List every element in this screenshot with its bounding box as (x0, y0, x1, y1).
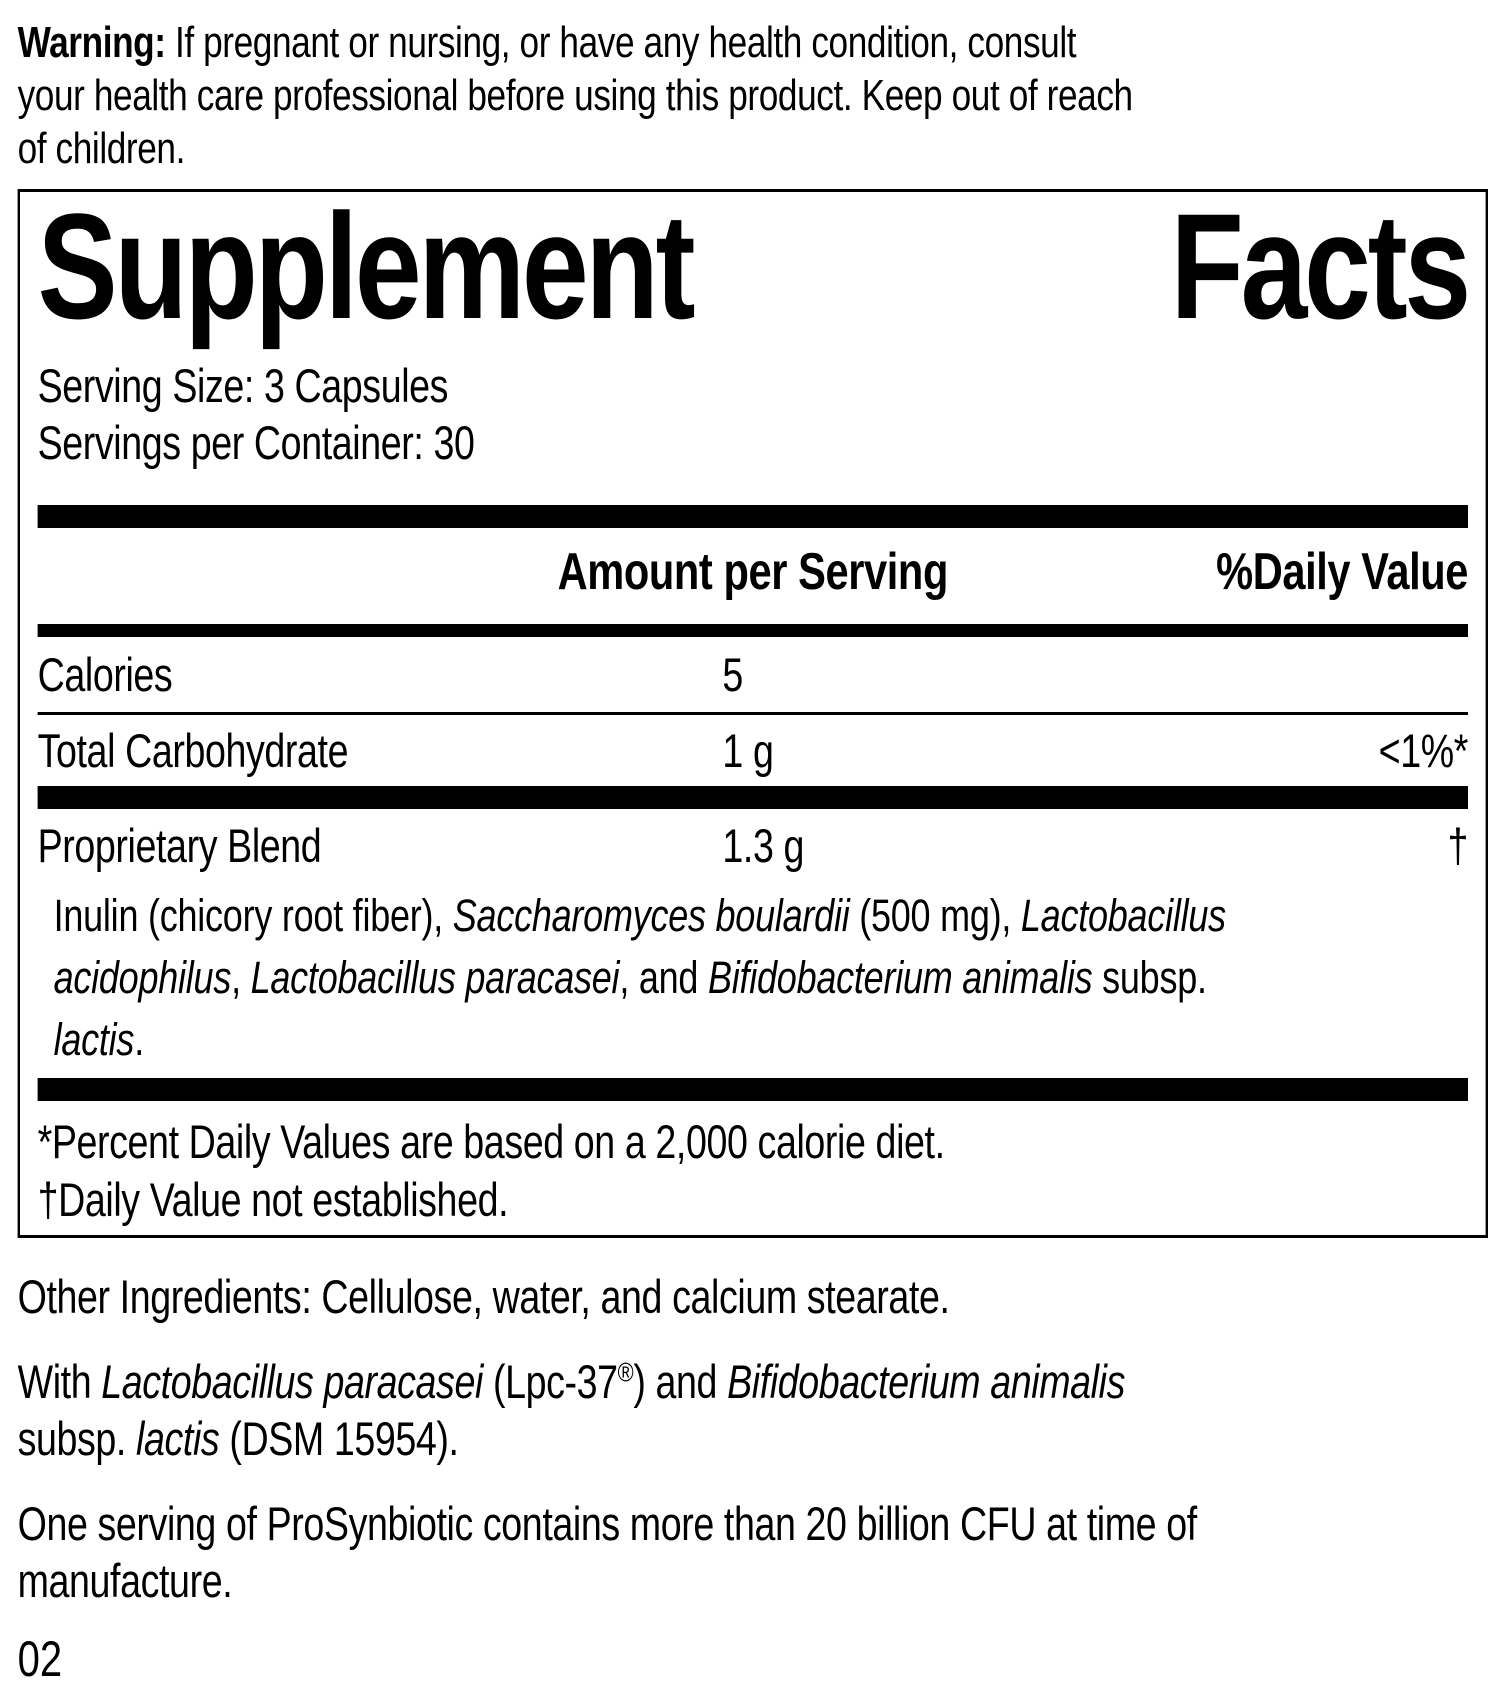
divider-thin-under-header (38, 624, 1468, 637)
nutrient-name: Total Carbohydrate (37, 724, 349, 777)
panel-title-word-left: Supplement (37, 182, 693, 350)
nutrient-daily-value: † (1447, 819, 1468, 872)
row-calories (38, 637, 1468, 712)
nutrient-amount: 1.3 g (722, 819, 805, 872)
row-total-carbohydrate (38, 715, 1468, 786)
strains-note: With Lactobacillus paracasei (Lpc-37®) and Bifidobacterium animalis subsp. lactis (DSM 15954). (17, 1355, 1125, 1465)
nutrient-name: Calories (37, 648, 173, 701)
amount-per-serving-header: Amount per Serving (557, 543, 948, 601)
row-proprietary-blend (38, 809, 1468, 870)
daily-value-header: %Daily Value (1216, 543, 1468, 601)
panel-title-word-right: Facts (1170, 182, 1468, 350)
table-header-row (38, 528, 1468, 624)
nutrient-daily-value: <1%* (1378, 724, 1468, 777)
divider-thick-bottom (38, 1078, 1468, 1101)
nutrient-amount: 5 (722, 648, 743, 701)
divider-thick-middle (38, 786, 1468, 809)
page-number: 02 (17, 1631, 63, 1681)
warning-text: Warning: If pregnant or nursing, or have any health condition, consult your health care professional before using this product. Keep out of reach of children. (17, 18, 1133, 173)
nutrient-name: Proprietary Blend (37, 819, 322, 872)
footnote-daily-value-not-established: †Daily Value not established. (37, 1173, 509, 1226)
nutrient-amount: 1 g (722, 724, 774, 777)
supplement-facts-panel (18, 182, 1488, 1238)
servings-per-container: Servings per Container: 30 (37, 416, 475, 469)
panel-title (37, 182, 1468, 350)
serving-size: Serving Size: 3 Capsules (37, 359, 449, 412)
proprietary-blend-description: Inulin (chicory root fiber), Saccharomyces boulardii (500 mg), Lactobacillus acidophilus, Lactobacillus paracasei, and Bifidobacterium animalis subsp. lactis. (53, 890, 1226, 1065)
divider-thick-top (38, 505, 1468, 528)
footnote-percent-daily-values: *Percent Daily Values are based on a 2,000 calorie diet. (37, 1115, 945, 1168)
cfu-note: One serving of ProSynbiotic contains more than 20 billion CFU at time of manufacture. (17, 1497, 1197, 1607)
other-ingredients: Other Ingredients: Cellulose, water, and calcium stearate. (17, 1270, 950, 1323)
